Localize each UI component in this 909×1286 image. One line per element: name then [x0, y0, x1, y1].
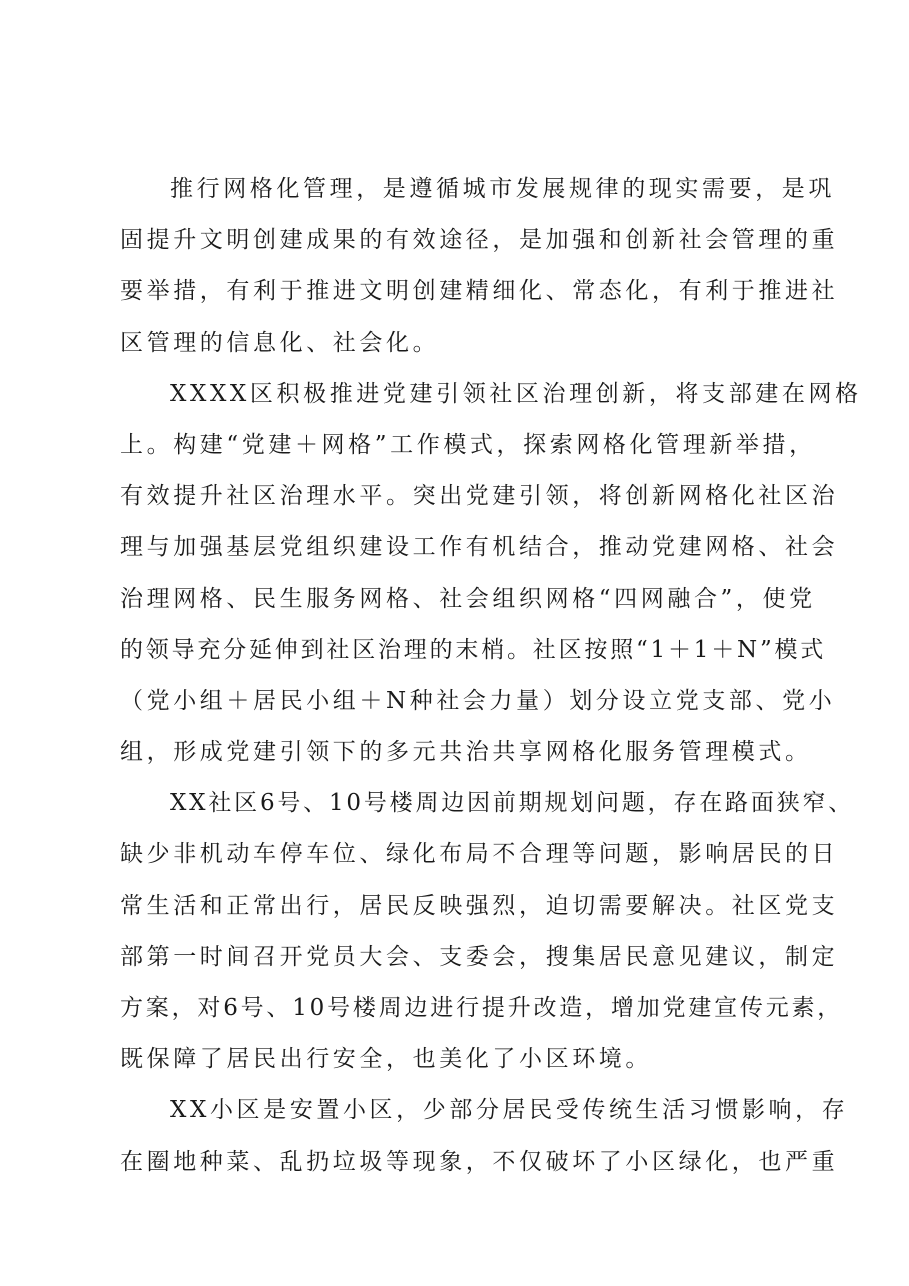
- paragraph-line: 固提升文明创建成果的有效途径，是加强和创新社会管理的重: [120, 227, 839, 254]
- paragraph-line: 理与加强基层党组织建设工作有机结合，推动党建网格、社会: [120, 534, 839, 561]
- paragraph-line: 既保障了居民出行安全，也美化了小区环境。: [120, 1046, 652, 1073]
- paragraph-line: 上。构建“党建＋网格”工作模式，探索网格化管理新举措，: [120, 431, 816, 458]
- paragraph-line: XX社区6号、10号楼周边因前期规划问题，存在路面狭窄、: [170, 790, 855, 817]
- paragraph-3: [120, 778, 855, 1085]
- paragraph-line: 缺少非机动车停车位、绿化布局不合理等问题，影响居民的日: [120, 841, 839, 868]
- paragraph-line: 有效提升社区治理水平。突出党建引领，将创新网格化社区治: [120, 483, 839, 510]
- paragraph-1: [120, 164, 839, 369]
- paragraph-line: （党小组＋居民小组＋N种社会力量）划分设立党支部、党小: [120, 687, 836, 714]
- document-body: [120, 164, 862, 1188]
- paragraph-line: 常生活和正常出行，居民反映强烈，迫切需要解决。社区党支: [120, 892, 839, 919]
- paragraph-line: 推行网格化管理，是遵循城市发展规律的现实需要，是巩: [170, 176, 835, 202]
- paragraph-line: XX小区是安置小区，少部分居民受传统生活习惯影响，存: [170, 1097, 849, 1124]
- paragraph-line: 在圈地种菜、乱扔垃圾等现象，不仅破坏了小区绿化，也严重: [120, 1148, 839, 1175]
- paragraph-line: 要举措，有利于推进文明创建精细化、常态化，有利于推进社: [120, 278, 839, 305]
- paragraph-line: 组，形成党建引领下的多元共治共享网格化服务管理模式。: [120, 739, 812, 766]
- paragraph-line: XXXX区积极推进党建引领社区治理创新，将支部建在网格: [170, 380, 862, 407]
- paragraph-line: 的领导充分延伸到社区治理的末梢。社区按照“1＋1＋N”模式: [120, 636, 827, 663]
- paragraph-4: [120, 1085, 849, 1187]
- paragraph-line: 部第一时间召开党员大会、支委会，搜集居民意见建议，制定: [120, 943, 839, 970]
- paragraph-line: 治理网格、民生服务网格、社会组织网格“四网融合”，使党: [120, 585, 816, 612]
- paragraph-line: 方案，对6号、10号楼周边进行提升改造，增加党建宣传元素，: [120, 995, 844, 1021]
- paragraph-2: [120, 369, 862, 779]
- paragraph-line: 区管理的信息化、社会化。: [120, 329, 440, 356]
